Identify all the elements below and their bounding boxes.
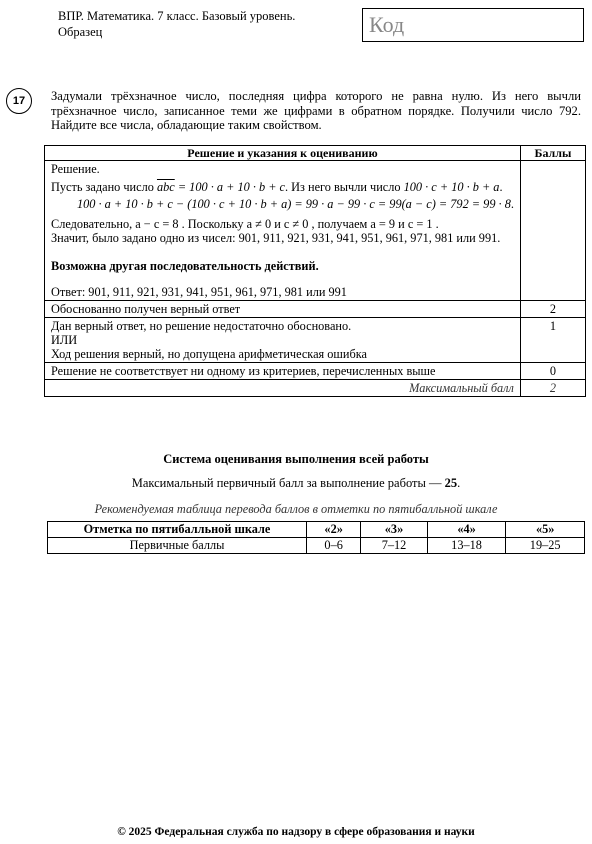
solution-line-3: Значит, было задано одно из чисел: 901, 911, 921, 931, 941, 951, 961, 971, 981 или 991. xyxy=(51,231,501,245)
criteria-table xyxy=(44,145,586,397)
criterion-line: Дан верный ответ, но решение недостаточно обосновано. xyxy=(51,319,352,333)
max-score-row xyxy=(45,380,586,397)
solution-row xyxy=(45,161,586,301)
score-range-cell: 7–12 xyxy=(361,538,427,554)
grade-row-label: Отметка по пятибалльной шкале xyxy=(48,522,307,538)
solution-cell xyxy=(45,161,521,301)
score-range-cell: 19–25 xyxy=(506,538,585,554)
criterion-points: 1 xyxy=(520,318,585,363)
criterion-text: Обоснованно получен верный ответ xyxy=(45,301,521,318)
system-title: Система оценивания выполнения всей работы xyxy=(163,452,429,466)
grade-row xyxy=(48,522,585,538)
points-column-header: Баллы xyxy=(520,146,585,161)
abc-number: $\overline{abc}$ xyxy=(156,180,175,194)
solution-text: . xyxy=(510,197,514,211)
grade-scale-table xyxy=(47,521,585,554)
criterion-text xyxy=(45,318,521,363)
criterion-line: Ход решения верный, но допущена арифметическая ошибка xyxy=(51,347,367,361)
criteria-header-row xyxy=(45,146,586,161)
criterion-row xyxy=(45,318,586,363)
grade-cell: «3» xyxy=(361,522,427,538)
alt-sequence-note: Возможна другая последовательность действий. xyxy=(51,259,319,273)
score-range-cell: 13–18 xyxy=(427,538,506,554)
solution-calc xyxy=(51,197,514,211)
grade-cell: «5» xyxy=(506,522,585,538)
score-range-cell: 0–6 xyxy=(307,538,361,554)
max-score-text: Максимальный первичный балл за выполнение работы — xyxy=(131,476,442,490)
max-score-label: Максимальный балл xyxy=(45,380,521,397)
page-header xyxy=(58,8,295,40)
solution-text: . xyxy=(499,180,503,194)
max-score-end: . xyxy=(457,476,461,490)
header-title: ВПР. Математика. 7 класс. Базовый уровень. xyxy=(58,9,296,23)
solution-line-1 xyxy=(51,180,514,194)
task-number-badge: 17 xyxy=(6,88,32,114)
solution-text: . Из него вычли число xyxy=(285,180,401,194)
solution-column-header: Решение и указания к оцениванию xyxy=(45,146,521,161)
solution-text: Пусть задано число xyxy=(51,180,154,194)
reverse-expansion: 100 · c + 10 · b + a xyxy=(403,180,500,194)
max-score-value: 2 xyxy=(520,380,585,397)
score-row-label: Первичные баллы xyxy=(48,538,307,554)
grade-cell: «2» xyxy=(307,522,361,538)
code-field[interactable]: Код xyxy=(362,8,584,42)
criterion-points: 0 xyxy=(520,363,585,380)
grade-cell: «4» xyxy=(427,522,506,538)
task-text: Задумали трёхзначное число, последняя цифра которого не равна нулю. Из него вычли трёхзначное число, записанное теми же цифрами в обратном порядке. Получили число 792. Найдите все числа, обладающие таким свойством. xyxy=(51,89,581,132)
calc-expression: 100 · a + 10 · b + c − (100 · c + 10 · b + a) = 99 · a − 99 · c = 99(a − c) = 792 = 99 · 8 xyxy=(77,197,511,211)
score-row xyxy=(48,538,585,554)
criterion-text: Решение не соответствует ни одному из критериев, перечисленных выше xyxy=(45,363,521,380)
system-max-score xyxy=(0,476,592,491)
solution-line-2: Следовательно, a − c = 8 . Поскольку a ≠ 0 и c ≠ 0 , получаем a = 9 и c = 1 . xyxy=(51,217,439,231)
solution-heading: Решение. xyxy=(51,162,100,176)
abc-expansion: = 100 · a + 10 · b + c xyxy=(177,180,286,194)
header-subtitle: Образец xyxy=(58,25,103,39)
solution-points-cell xyxy=(520,161,585,301)
criterion-row xyxy=(45,301,586,318)
recommended-caption: Рекомендуемая таблица перевода баллов в отметки по пятибалльной шкале xyxy=(94,502,498,516)
answer-line: Ответ: 901, 911, 921, 931, 941, 951, 961, 971, 981 или 991 xyxy=(51,285,347,299)
criterion-line: ИЛИ xyxy=(51,333,78,347)
footer-copyright: © 2025 Федеральная служба по надзору в сфере образования и науки xyxy=(117,826,475,838)
criterion-row xyxy=(45,363,586,380)
max-score-number: 25 xyxy=(444,476,458,490)
criterion-points: 2 xyxy=(520,301,585,318)
